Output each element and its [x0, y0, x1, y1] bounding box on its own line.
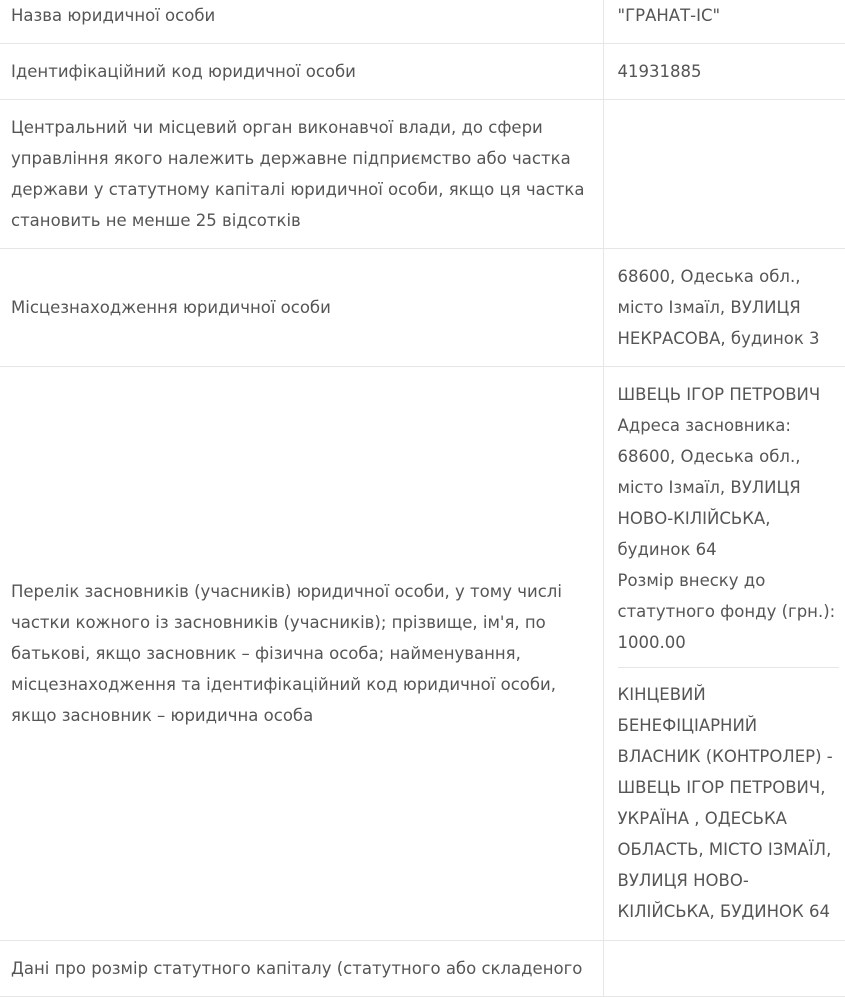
table-row [0, 44, 845, 100]
row-label-capital: Дані про розмір статутного капіталу (статутного або складеного [0, 941, 603, 997]
founder-entry [618, 379, 840, 667]
table-row [0, 0, 845, 44]
row-label-authority: Центральний чи місцевий орган виконавчої влади, до сфери управління якого належить державне підприємство або частка держави у статутному капіталі юридичної особи, якщо ця частка становить не менше 25 відсотків [0, 100, 603, 249]
founder-contribution-label: Розмір внеску до статутного фонду (грн.): [617, 571, 836, 621]
table-row [0, 367, 845, 941]
row-label-company-code: Ідентифікаційний код юридичної особи [0, 44, 603, 100]
beneficiary-entry [618, 667, 840, 936]
row-label-company-name: Назва юридичної особи [0, 0, 603, 44]
row-value-founders [603, 367, 845, 941]
row-value-company-name: "ГРАНАТ-ІС" [603, 0, 845, 44]
beneficiary-text: КІНЦЕВИЙ БЕНЕФІЦІАРНИЙ ВЛАСНИК (КОНТРОЛЕР) - ШВЕЦЬ ІГОР ПЕТРОВИЧ, УКРАЇНА , ОДЕСЬКА ОБЛАСТЬ, МІСТО ІЗМАЇЛ, ВУЛИЦЯ НОВО-КІЛІЙСЬКА, БУДИНОК 64 [617, 685, 833, 921]
table-row [0, 941, 845, 997]
row-label-founders: Перелік засновників (учасників) юридичної особи, у тому числі частки кожного із засновників (учасників); прізвище, ім'я, по батькові, якщо засновник – фізична особа; найменування, місцезнаходження та ідентифікаційний код юридичної особи, якщо засновник – юридична особа [0, 367, 603, 941]
row-value-company-code: 41931885 [603, 44, 845, 100]
table-row [0, 249, 845, 367]
founder-address-label: Адреса засновника: [617, 416, 791, 435]
row-value-location: 68600, Одеська обл., місто Ізмаїл, ВУЛИЦЯ НЕКРАСОВА, будинок 3 [603, 249, 845, 367]
founder-name: ШВЕЦЬ ІГОР ПЕТРОВИЧ [617, 385, 821, 404]
founder-contribution: 1000.00 [617, 633, 686, 652]
row-value-authority [603, 100, 845, 249]
row-label-location: Місцезнаходження юридичної особи [0, 249, 603, 367]
table-row [0, 100, 845, 249]
founder-address: 68600, Одеська обл., місто Ізмаїл, ВУЛИЦЯ НОВО-КІЛІЙСЬКА, будинок 64 [617, 447, 801, 559]
row-value-capital [603, 941, 845, 997]
